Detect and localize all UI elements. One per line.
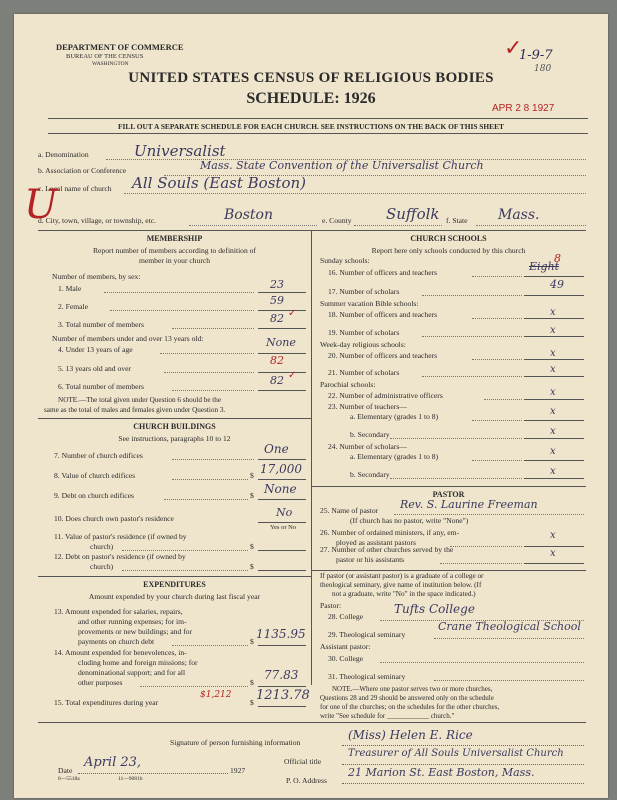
instruction-line: FILL OUT A SEPARATE SCHEDULE FOR EACH CHURCH. SEE INSTRUCTIONS ON THE BACK OF THIS SHEET <box>118 122 504 131</box>
signature-value: (Miss) Helen E. Rice <box>348 728 473 742</box>
q1-label: 1. Male <box>58 284 82 293</box>
q13-label-c: provements or new buildings; and for <box>78 627 193 636</box>
association-label: b. Association or Conference <box>38 166 127 175</box>
association-value: Mass. State Convention of the Universalist Church <box>200 159 484 172</box>
form-number: 6—5518a <box>58 776 80 782</box>
q12-label-b: church) <box>90 562 114 571</box>
q15-value: 1213.78 <box>256 688 310 703</box>
q25-value: Rev. S. Laurine Freeman <box>400 498 538 511</box>
margin-mark: U <box>24 182 58 228</box>
sunday-label: Sunday schools: <box>320 256 370 265</box>
buildings-sub: See instructions, paragraphs 10 to 12 <box>118 434 231 443</box>
header-rule-top <box>48 118 588 119</box>
corner-note: 1-9-7 <box>519 48 553 63</box>
local-name-value: All Souls (East Boston) <box>132 174 306 192</box>
membership-note1: NOTE.—The total given under Question 6 should be the <box>58 396 222 404</box>
q5-label: 5. 13 years old and over <box>58 364 131 373</box>
q9-label: 9. Debt on church edifices <box>54 491 134 500</box>
parochial-label: Parochial schools: <box>320 380 376 389</box>
state-value: Mass. <box>498 207 540 223</box>
membership-sub1: Report number of members according to definition of <box>92 246 256 255</box>
membership-heading: MEMBERSHIP <box>146 234 203 243</box>
q17-label: 17. Number of scholars <box>328 287 400 296</box>
q14-value: 77.83 <box>264 668 299 682</box>
q18-value: x <box>550 307 556 318</box>
official-title-label: Official title <box>284 757 322 766</box>
corner-sub: 180 <box>534 64 552 74</box>
q3-check-icon: ✓ <box>288 308 297 319</box>
q13-label-b: and other running expenses; for im- <box>78 617 187 626</box>
q21-label: 21. Number of scholars <box>328 368 400 377</box>
q4-value: None <box>266 336 296 349</box>
date-value: April 23, <box>84 755 142 770</box>
q27-label-a: 27. Number of other churches served by the <box>320 545 454 554</box>
q13-value: 1135.95 <box>256 627 306 641</box>
q14-label-d: other purposes <box>78 678 123 687</box>
pastor-note4: write "See schedule for ____________ church." <box>320 712 455 720</box>
membership-sub2: member in your church <box>138 256 211 265</box>
date-label: Date <box>58 766 73 775</box>
q22-label: 22. Number of administrative officers <box>328 391 443 400</box>
q24b-label: b. Secondary <box>350 470 390 479</box>
q23b-value: x <box>550 426 556 437</box>
signature-label: Signature of person furnishing information <box>170 738 301 747</box>
q23a-label: a. Elementary (grades 1 to 8) <box>350 412 439 421</box>
summer-label: Summer vacation Bible schools: <box>320 299 419 308</box>
graduate-note1: If pastor (or assistant pastor) is a graduate of a college or <box>320 572 484 580</box>
q16-value: Eight <box>529 260 560 273</box>
q20-value: x <box>550 348 556 359</box>
q30-label: 30. College <box>328 654 364 663</box>
county-value: Suffolk <box>386 205 440 223</box>
date-year: 1927 <box>230 766 246 775</box>
q27-label-b: pastor or his assistants <box>336 555 405 564</box>
q19-value: x <box>550 325 556 336</box>
local-name-label: c. Local name of church <box>38 184 112 193</box>
q25-sub: (If church has no pastor, write "None") <box>350 516 469 525</box>
expenditures-sub: Amount expended by your church during last fiscal year <box>88 592 261 601</box>
q14-label-b: cluding home and foreign missions; for <box>78 658 198 667</box>
q4-label: 4. Under 13 years of age <box>58 345 133 354</box>
q12-dollar: $ <box>250 562 254 571</box>
schedule-title: SCHEDULE: 1926 <box>246 90 376 107</box>
q8-label: 8. Value of church edifices <box>54 471 136 480</box>
q12-label-a: 12. Debt on pastor's residence (if owned by <box>54 552 186 561</box>
q14-label-a: 14. Amount expended for benevolences, in- <box>54 648 187 657</box>
census-schedule-sheet <box>14 14 608 798</box>
q28-label: 28. College <box>328 612 364 621</box>
q11-dollar: $ <box>250 542 254 551</box>
graduate-note3: not a graduate, write "No" in the space indicated.) <box>332 590 476 598</box>
q24b-value: x <box>550 466 556 477</box>
q27-value: x <box>550 548 556 559</box>
q6-check-icon: ✓ <box>288 370 297 381</box>
check-mark-icon: ✓ <box>504 36 523 61</box>
q16-label: 16. Number of officers and teachers <box>328 268 438 277</box>
county-label: e. County <box>322 216 352 225</box>
q26-label-b: ployed as assistant pastors <box>336 538 416 547</box>
q23b-label: b. Secondary <box>350 430 390 439</box>
schools-sub: Report here only schools conducted by this church <box>371 246 526 255</box>
schools-heading: CHURCH SCHOOLS <box>410 234 487 243</box>
header-rule-bottom <box>48 133 588 134</box>
yes-no-caption: Yes or No <box>270 524 297 531</box>
q9-value: None <box>264 482 297 496</box>
form-title: UNITED STATES CENSUS OF RELIGIOUS BODIES <box>128 70 494 86</box>
q10-label: 10. Does church own pastor's residence <box>54 514 174 523</box>
q28-value: Tufts College <box>394 602 475 616</box>
q24a-value: x <box>550 446 556 457</box>
q8-value: 17,000 <box>260 462 302 476</box>
city-field-label: d. City, town, village, or township, etc. <box>38 216 157 225</box>
column-divider <box>311 230 312 685</box>
q13-label-d: payments on church debt <box>78 637 155 646</box>
q31-label: 31. Theological seminary <box>328 672 406 681</box>
expenditures-heading: EXPENDITURES <box>143 580 206 589</box>
q24a-label: a. Elementary (grades 1 to 8) <box>350 452 439 461</box>
q23-label: 23. Number of teachers— <box>328 402 407 411</box>
weekday-label: Week-day religious schools: <box>320 340 406 349</box>
city-value: Boston <box>224 207 273 223</box>
address-label: P. O. Address <box>286 776 327 785</box>
department-label: DEPARTMENT OF COMMERCE <box>56 42 184 52</box>
q21-value: x <box>550 364 556 375</box>
pastor-note2: Questions 28 and 29 should be answered only on the schedule <box>320 694 494 702</box>
buildings-heading: CHURCH BUILDINGS <box>133 422 216 431</box>
q13-label-a: 13. Amount expended for salaries, repairs, <box>54 607 183 616</box>
q26-label-a: 26. Number of ordained ministers, if any, em- <box>320 528 460 537</box>
q9-dollar: $ <box>250 491 254 500</box>
q8-dollar: $ <box>250 471 254 480</box>
assistant-pastor-label: Assistant pastor: <box>320 642 371 651</box>
q11-label-b: church) <box>90 542 114 551</box>
q14-label-c: denominational support; and for all <box>78 668 186 677</box>
q2-value: 59 <box>270 294 284 307</box>
q6-label: 6. Total number of members <box>58 382 145 391</box>
address-value: 21 Marion St. East Boston, Mass. <box>348 766 535 779</box>
q3-value: 82 <box>270 312 284 325</box>
q18-label: 18. Number of officers and teachers <box>328 310 438 319</box>
q6-value: 82 <box>270 374 284 387</box>
q7-value: One <box>264 442 289 456</box>
pastor-sublabel: Pastor: <box>320 601 342 610</box>
q22-value: x <box>550 387 556 398</box>
graduate-note2: theological seminary, give name of institution below. (If <box>320 581 482 589</box>
pastor-note1: NOTE.—Where one pastor serves two or more churches, <box>332 685 493 693</box>
pastor-note3: for one of the churches; on the schedules for the other churches, <box>320 703 500 711</box>
q5-value: 82 <box>270 354 284 367</box>
q14-dollar: $ <box>250 678 254 687</box>
q2-label: 2. Female <box>58 302 88 311</box>
q10-value: No <box>276 506 293 519</box>
q17-value: 49 <box>550 278 564 291</box>
city-label: WASHINGTON <box>92 61 129 67</box>
q1-value: 23 <box>270 278 284 291</box>
by-sex-label: Number of members, by sex: <box>52 272 141 281</box>
date-stamp: APR 2 8 1927 <box>492 103 555 114</box>
q25-label: 25. Name of pastor <box>320 506 379 515</box>
q23a-value: x <box>550 406 556 417</box>
form-number-2: 11—9081b <box>118 776 143 782</box>
denomination-value: Universalist <box>134 142 226 160</box>
q29-value: Crane Theological School <box>438 620 581 633</box>
q20-label: 20. Number of officers and teachers <box>328 351 438 360</box>
denomination-label: a. Denomination <box>38 150 89 159</box>
q19-label: 19. Number of scholars <box>328 328 400 337</box>
q13-dollar: $ <box>250 637 254 646</box>
q7-label: 7. Number of church edifices <box>54 451 143 460</box>
membership-note2: same as the total of males and females given under Question 3. <box>44 406 226 414</box>
q24-label: 24. Number of scholars— <box>328 442 407 451</box>
bureau-label: BUREAU OF THE CENSUS <box>66 53 144 60</box>
q3-label: 3. Total number of members <box>58 320 145 329</box>
under-over-label: Number of members under and over 13 years old: <box>52 334 204 343</box>
q26-value: x <box>550 530 556 541</box>
pastor-heading: PASTOR <box>432 490 465 499</box>
official-title-value: Treasurer of All Souls Universalist Church <box>348 748 564 759</box>
q29-label: 29. Theological seminary <box>328 630 406 639</box>
q15-note: $1,212 <box>200 690 232 700</box>
q15-label: 15. Total expenditures during year <box>54 698 159 707</box>
q11-label-a: 11. Value of pastor's residence (if owned by <box>54 532 187 541</box>
q16-correction: 8 <box>554 252 561 265</box>
state-label: f. State <box>446 216 468 225</box>
q15-dollar: $ <box>250 698 254 707</box>
